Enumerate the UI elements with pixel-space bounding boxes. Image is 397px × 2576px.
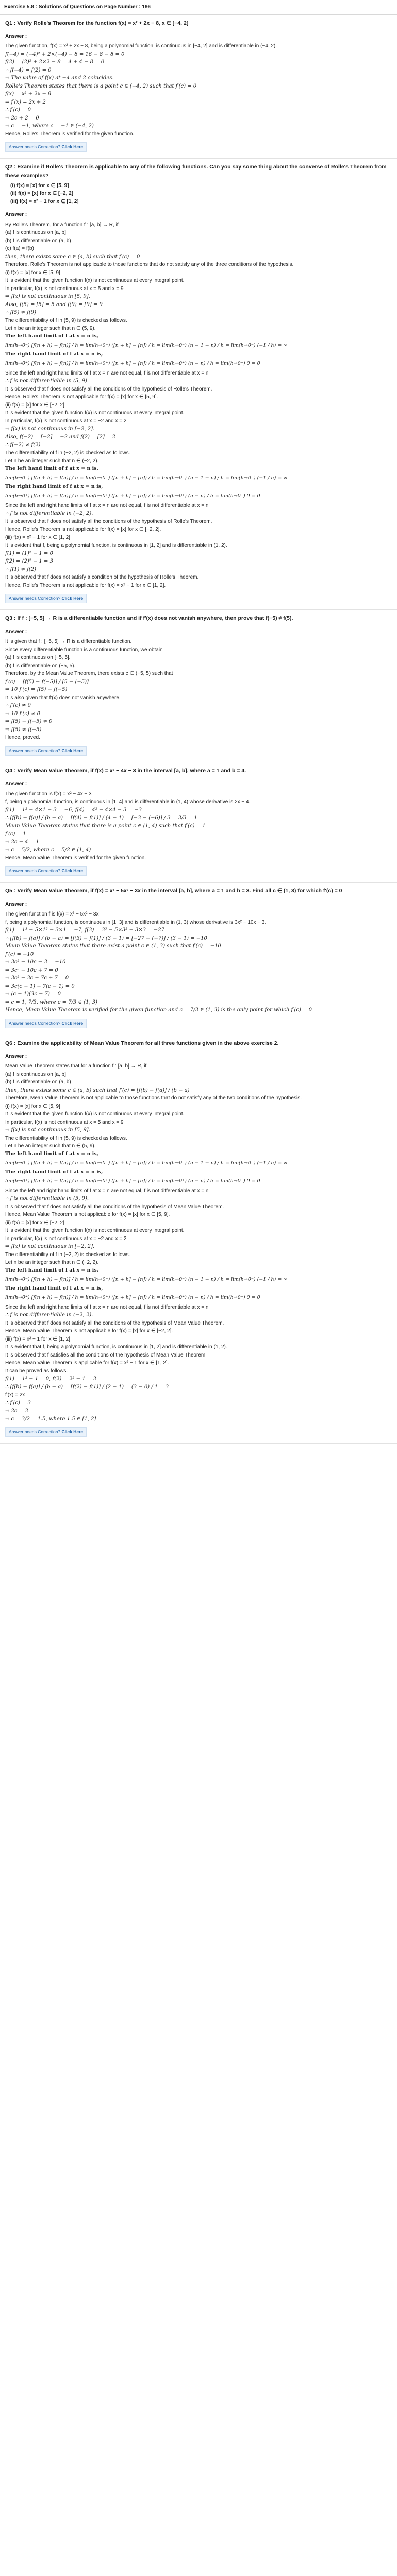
answer-line: (i) f(x) = [x] for x ∈ [5, 9]	[5, 1103, 60, 1109]
answer-line: lim(h→0⁻) [f(n + h) − f(n)] / h = lim(h→0⁻) ([n + h] − [n]) / h = lim(h→0⁻) (n − 1 − n) / h = lim(h→0⁻) (−1 / h) = ∞	[5, 342, 288, 348]
question-block	[0, 762, 397, 883]
answer-line: In particular, f(x) is not continuous at x = 5 and x = 9	[5, 1119, 124, 1125]
answer-line: Hence, Mean Value Theorem is not applicable for f(x) = [x] for x ∈ [5, 9].	[5, 1212, 170, 1218]
answer-line: ∴ f is not differentiable in (5, 9).	[5, 378, 89, 384]
answer-line: ⇒ The value of f(x) at −4 and 2 coincides.	[5, 75, 114, 81]
question-block	[0, 1035, 397, 1444]
answer-line: Therefore, by the Mean Value Theorem, there exists c ∈ (−5, 5) such that	[5, 671, 173, 677]
answer-line: It is evident that the given function f(x) is not continuous at every integral point.	[5, 1111, 185, 1117]
answer-line: (ii) f(x) = [x] for x ∈ [−2, 2]	[5, 402, 64, 408]
answer-line: ∴ f(−2) ≠ f(2)	[5, 442, 41, 448]
answer-line: The given function is f(x) = x² − 4x − 3	[5, 791, 92, 797]
answer-line: The right hand limit of f at x = n is,	[5, 1169, 103, 1175]
answer-line: Hence, Rolle's Theorem is not applicable for f(x) = [x] for x ∈ [5, 9].	[5, 394, 158, 400]
answer-line: ⇒ 10 f′(c) = f(5) − f(−5)	[5, 687, 68, 693]
answer-line: The differentiability of f in (−2, 2) is checked as follows.	[5, 450, 130, 456]
correction-prefix: Answer needs Correction?	[9, 596, 62, 601]
answer-line: Hence, proved.	[5, 735, 40, 741]
answer-line: It is observed that f does not satisfy all the conditions of the hypothesis of Mean Value Theorem.	[5, 1204, 224, 1210]
answer-line: Mean Value Theorem states that there exist a point c ∈ (1, 3) such that f′(c) = −10	[5, 943, 221, 950]
answer-line: f′(c) = [f(5) − f(−5)] / [5 − (−5)]	[5, 679, 89, 685]
answer-line: ⇒ 3c² − 10c − 3 = −10	[5, 959, 66, 965]
answer-line: (a) f is continuous on [a, b]	[5, 1071, 66, 1077]
answer-label: Answer :	[5, 33, 27, 39]
question-title: Q6 : Examine the applicability of Mean Value Theorem for all three functions given in the above exercise 2.	[5, 1040, 279, 1046]
answer-line: ⇒ f(5) − f(−5) ≠ 0	[5, 719, 53, 725]
answer-line: ⇒ 2c = 3	[5, 1408, 28, 1414]
answer-line: It is observed that f does not satisfy all the conditions of the hypothesis of Rolle's Theorem.	[5, 518, 212, 524]
answer-line: ⇒ 10 f′(c) ≠ 0	[5, 710, 40, 717]
correction-prefix: Answer needs Correction?	[9, 1020, 62, 1026]
answer-line: Since every differentiable function is a continuous function, we obtain	[5, 647, 163, 653]
answer-line: The right hand limit of f at x = n is,	[5, 484, 103, 490]
answer-line: lim(h→0⁻) [f(n + h) − f(n)] / h = lim(h→0⁻) ([n + h] − [n]) / h = lim(h→0⁻) (n − 1 − n) / h = lim(h→0⁻) (−1 / h) = ∞	[5, 1276, 288, 1282]
answer-line: Rolle's Theorem states that there is a point c ∈ (−4, 2) such that f′(c) = 0	[5, 83, 197, 89]
answer-line: f(2) = (2)² + 2×2 − 8 = 4 + 4 − 8 = 0	[5, 59, 105, 65]
answer-line: ⇒ 3c(c − 1) − 7(c − 1) = 0	[5, 983, 75, 989]
answer-line: The differentiability of f in (−2, 2) is checked as follows.	[5, 1251, 130, 1258]
answer-line: It can be proved as follows.	[5, 1368, 68, 1374]
answer-line: Since the left and right hand limits of f at x = n are not equal, f is not differentiable at x = n	[5, 1188, 209, 1194]
answer-line: The given function, f(x) = x² + 2x − 8, being a polynomial function, is continuous in [−4, 2] and is differentiable in (−4, 2).	[5, 43, 277, 49]
answer-line: Since the left and right hand limits of f at x = n are not equal, f is not differentiable at x = n	[5, 1304, 209, 1310]
answer-line: Let n be an integer such that n ∈ (5, 9).	[5, 1143, 96, 1149]
answer-line: (iii) f(x) = x² − 1 for x ∈ [1, 2]	[5, 534, 70, 540]
answer-line: Let n be an integer such that n ∈ (5, 9).	[5, 326, 96, 332]
answer-line: ⇒ c = 5/2, where c = 5/2 ∈ (1, 4)	[5, 847, 91, 853]
answer-line: ⇒ c = −1, where c = −1 ∈ (−4, 2)	[5, 123, 94, 129]
answer-line: lim(h→0⁺) [f(n + h) − f(n)] / h = lim(h→0⁺) ([n + h] − [n]) / h = lim(h→0⁺) (n − n) / h = lim(h→0⁺) 0 = 0	[5, 1295, 260, 1300]
answer-line: lim(h→0⁺) [f(n + h) − f(n)] / h = lim(h→0⁺) ([n + h] − [n]) / h = lim(h→0⁺) (n − n) / h = lim(h→0⁺) 0 = 0	[5, 361, 260, 367]
correction-prefix: Answer needs Correction?	[9, 748, 62, 753]
answer-line: f, being a polynomial function, is continuous in [1, 4] and is differentiable in (1, 4) whose derivative is 2x − 4.	[5, 799, 251, 805]
question-sub-item: (iii) f(x) = x² − 1 for x ∈ [1, 2]	[10, 198, 79, 205]
answer-line: Therefore, Rolle's Theorem is not applicable to those functions that do not satisfy any of the three conditions of the hypothesis.	[5, 262, 294, 268]
correction-prefix: Answer needs Correction?	[9, 144, 62, 150]
answer-line: Hence, Rolle's Theorem is not applicable for f(x) = [x] for x ∈ [−2, 2].	[5, 527, 161, 533]
answer-line: lim(h→0⁺) [f(n + h) − f(n)] / h = lim(h→0⁺) ([n + h] − [n]) / h = lim(h→0⁺) (n − n) / h = lim(h→0⁺) 0 = 0	[5, 493, 260, 499]
answer-line: ⇒ 3c² − 10c + 7 = 0	[5, 967, 58, 973]
answer-line: Therefore, Mean Value Theorem is not applicable to those functions that do not satisfy any of the two conditions of the hypothesis.	[5, 1095, 302, 1101]
questions-container	[0, 15, 397, 1444]
question-sub-item: (i) f(x) = [x] for x ∈ [5, 9]	[10, 182, 69, 189]
answer-line: The left hand limit of f at x = n is,	[5, 333, 98, 339]
correction-prefix: Answer needs Correction?	[9, 1429, 62, 1435]
answer-line: f′(c) = −10	[5, 951, 34, 957]
answer-line: ∴ f(1) ≠ f(2)	[5, 566, 37, 572]
answer-line: (c) f(a) = f(b)	[5, 246, 34, 252]
answer-line: f′(x) = 2x	[5, 1392, 25, 1398]
answer-line: In particular, f(x) is not continuous at x = 5 and x = 9	[5, 285, 124, 292]
answer-line: ⇒ f′(x) = 2x + 2	[5, 99, 46, 105]
answer-line: ∴ [f(b) − f(a)] / (b − a) = [f(3) − f(1)] / (3 − 1) = [−27 − (−7)] / (3 − 1) = −10	[5, 935, 207, 941]
question-block	[0, 610, 397, 762]
question-title: Q3 : If f : [−5, 5] → R is a differentiable function and if f′(x) does not vanish anywhere, then prove that f(−5) ≠ f(5).	[5, 615, 293, 622]
answer-line: Hence, Rolle's Theorem is verified for the given function.	[5, 131, 135, 137]
answer-line: Let n be an integer such that n ∈ (−2, 2).	[5, 458, 99, 464]
answer-line: Hence, Mean Value Theorem is applicable for f(x) = x² − 1 for x ∈ [1, 2].	[5, 1360, 169, 1366]
answer-line: Hence, Mean Value Theorem is verified for the given function.	[5, 855, 146, 861]
correction-notice	[5, 866, 87, 876]
answer-line: (b) f is differentiable on (a, b)	[5, 1079, 71, 1086]
correction-notice	[5, 142, 87, 152]
answer-line: The right hand limit of f at x = n is,	[5, 351, 103, 358]
answer-line: f(1) = 1³ − 5×1² − 3×1 = −7, f(3) = 3³ − 5×3² − 3×3 = −27	[5, 927, 164, 934]
answer-line: It is evident that the given function f(x) is not continuous at every integral point.	[5, 1228, 185, 1234]
answer-line: It is observed that f does not satisfy all the conditions of the hypothesis of Mean Value Theorem.	[5, 1320, 224, 1326]
answer-line: ⇒ 3c² − 3c − 7c + 7 = 0	[5, 975, 69, 981]
answer-line: ∴ f′(c) = 3	[5, 1400, 31, 1406]
answer-line: ∴ f′(c) ≠ 0	[5, 703, 31, 709]
answer-line: ⇒ 2c + 2 = 0	[5, 115, 39, 121]
answer-line: Hence, Rolle's Theorem is not applicable for f(x) = x² − 1 for x ∈ [1, 2].	[5, 582, 166, 588]
answer-line: The differentiability of f in (5, 9) is checked as follows.	[5, 1135, 127, 1141]
answer-line: f(−4) = (−4)² + 2×(−4) − 8 = 16 − 8 − 8 = 0	[5, 51, 125, 57]
answer-line: f(1) = (1)² − 1 = 0	[5, 550, 53, 556]
answer-line: ∴ [f(b) − f(a)] / (b − a) = [f(2) − f(1)] / (2 − 1) = (3 − 0) / 1 = 3	[5, 1384, 169, 1390]
answer-line: Hence, Mean Value Theorem is not applicable for f(x) = [x] for x ∈ [−2, 2].	[5, 1328, 173, 1334]
answer-line: ⇒ (c − 1)(3c − 7) = 0	[5, 991, 61, 997]
click-here-link[interactable]: Click Here	[61, 1429, 84, 1435]
answer-line: Mean Value Theorem states that for a function f : [a, b] → R, if	[5, 1063, 147, 1070]
answer-label: Answer :	[5, 629, 27, 635]
answer-line: ∴ f(5) ≠ f(9)	[5, 310, 37, 316]
answer-line: Since the left and right hand limits of f at x = n are not equal, f is not differentiable at x = n	[5, 370, 209, 376]
answer-line: By Rolle's Theorem, for a function f : [a, b] → R, if	[5, 222, 119, 228]
click-here-link[interactable]: Click Here	[61, 748, 84, 753]
answer-line: Hence, Mean Value Theorem is verified for the given function and c = 7/3 ∈ (1, 3) is the only point for which f′(c) = 0	[5, 1007, 312, 1013]
answer-line: The given function f is f(x) = x³ − 5x² − 3x	[5, 911, 99, 918]
answer-line: Mean Value Theorem states that there is a point c ∈ (1, 4) such that f′(c) = 1	[5, 823, 206, 829]
page-title: Exercise 5.8 : Solutions of Questions on Page Number : 186	[4, 4, 151, 10]
answer-label: Answer :	[5, 1053, 27, 1059]
answer-line: lim(h→0⁻) [f(n + h) − f(n)] / h = lim(h→0⁻) ([n + h] − [n]) / h = lim(h→0⁻) (n − 1 − n) / h = lim(h→0⁻) (−1 / h) = ∞	[5, 1160, 288, 1166]
answer-line: (a) f is continuous on [a, b]	[5, 230, 66, 236]
click-here-link[interactable]: Click Here	[61, 868, 84, 874]
answer-line: ⇒ 2c − 4 = 1	[5, 839, 39, 845]
answer-label: Answer :	[5, 781, 27, 787]
answer-line: Also, f(−2) = [−2] = −2 and f(2) = [2] = 2	[5, 434, 115, 440]
answer-line: ⇒ c = 1, 7/3, where c = 7/3 ∈ (1, 3)	[5, 999, 97, 1005]
answer-line: It is observed that f satisfies all the conditions of the hypothesis of Mean Value Theorem.	[5, 1352, 207, 1358]
answer-label: Answer :	[5, 212, 27, 218]
question-title: Q1 : Verify Rolle's Theorem for the function f(x) = x² + 2x − 8, x ∈ [−4, 2]	[5, 20, 189, 26]
answer-line: f(2) = (2)² − 1 = 3	[5, 558, 53, 565]
answer-line: ∴ [f(b) − f(a)] / (b − a) = [f(4) − f(1)] / (4 − 1) = [−3 − (−6)] / 3 = 3/3 = 1	[5, 815, 197, 821]
answer-line: It is given that f : [−5, 5] → R is a differentiable function.	[5, 639, 132, 645]
answer-line: It is evident that f, being a polynomial function, is continuous in [1, 2] and is differentiable in (1, 2).	[5, 1344, 227, 1350]
answer-line: f(x) = x² + 2x − 8	[5, 91, 52, 97]
answer-line: It is observed that f does not satisfy all the conditions of the hypothesis of Rolle's Theorem.	[5, 386, 212, 392]
answer-line: (b) f is differentiable on (−5, 5).	[5, 663, 76, 669]
answer-line: The left hand limit of f at x = n is,	[5, 465, 98, 471]
answer-line: It is observed that f does not satisfy a condition of the hypothesis of Rolle's Theorem.	[5, 574, 199, 581]
answer-line: then, there exists some c ∈ (a, b) such that f′(c) = [f(b) − f(a)] / (b − a)	[5, 1087, 190, 1093]
question-block	[0, 159, 397, 610]
answer-label: Answer :	[5, 901, 27, 907]
click-here-link[interactable]: Click Here	[61, 596, 84, 601]
answer-line: (i) f(x) = [x] for x ∈ [5, 9]	[5, 269, 60, 276]
answer-line: ⇒ f(x) is not continuous in [5, 9].	[5, 1127, 90, 1133]
correction-notice	[5, 746, 87, 756]
question-title: Q5 : Verify Mean Value Theorem, if f(x) = x³ − 5x² − 3x in the interval [a, b], where a = 1 and b = 3. Find all c ∈ (1, 3) for which f′(c) = 0	[5, 888, 342, 894]
question-title: Q2 : Examine if Rolle's Theorem is applicable to any of the following functions. Can you say some thing about the converse of Rolle's Theorem from these examples?	[5, 164, 387, 179]
click-here-link[interactable]: Click Here	[61, 1020, 84, 1026]
answer-line: f(1) = 1² − 1 = 0, f(2) = 2² − 1 = 3	[5, 1376, 96, 1382]
answer-line: ⇒ f(5) ≠ f(−5)	[5, 726, 42, 733]
answer-line: lim(h→0⁻) [f(n + h) − f(n)] / h = lim(h→0⁻) ([n + h] − [n]) / h = lim(h→0⁻) (n − 1 − n) / h = lim(h→0⁻) (−1 / h) = ∞	[5, 474, 288, 481]
question-block	[0, 883, 397, 1035]
answer-line: The left hand limit of f at x = n is,	[5, 1267, 98, 1273]
answer-line: Also, f(5) = [5] = 5 and f(9) = [9] = 9	[5, 301, 103, 308]
answer-line: then, there exists some c ∈ (a, b) such that f′(c) = 0	[5, 253, 140, 260]
answer-line: In particular, f(x) is not continuous at x = −2 and x = 2	[5, 418, 127, 424]
answer-line: Since the left and right hand limits of f at x = n are not equal, f is not differentiable at x = n	[5, 502, 209, 509]
correction-notice	[5, 594, 87, 603]
answer-line: It is also given that f′(x) does not vanish anywhere.	[5, 694, 121, 701]
answer-line: ∴ f(−4) = f(2) = 0	[5, 67, 52, 73]
question-block	[0, 15, 397, 159]
answer-line: f, being a polynomial function, is continuous in [1, 3] and is differentiable in (1, 3) whose derivative is 3x² − 10x − 3.	[5, 919, 267, 925]
answer-line: lim(h→0⁺) [f(n + h) − f(n)] / h = lim(h→0⁺) ([n + h] − [n]) / h = lim(h→0⁺) (n − n) / h = lim(h→0⁺) 0 = 0	[5, 1178, 260, 1184]
question-title: Q4 : Verify Mean Value Theorem, if f(x) = x² − 4x − 3 in the interval [a, b], where a = 1 and b = 4.	[5, 767, 246, 774]
answer-line: Let n be an integer such that n ∈ (−2, 2).	[5, 1260, 99, 1266]
click-here-link[interactable]: Click Here	[61, 144, 84, 150]
answer-line: ⇒ c = 3/2 = 1.5, where 1.5 ∈ [1, 2]	[5, 1416, 96, 1422]
answer-line: The right hand limit of f at x = n is,	[5, 1285, 103, 1292]
answer-line: ⇒ f(x) is not continuous in [5, 9].	[5, 294, 90, 300]
answer-line: f′(c) = 1	[5, 831, 26, 837]
answer-line: ∴ f′(c) = 0	[5, 107, 31, 113]
answer-line: (a) f is continuous on [−5, 5].	[5, 655, 71, 661]
page-header	[0, 0, 397, 15]
answer-line: f(1) = 1² − 4×1 − 3 = −6, f(4) = 4² − 4×4 − 3 = −3	[5, 807, 142, 813]
question-sub-items	[10, 182, 392, 206]
answer-line: (iii) f(x) = x² − 1 for x ∈ [1, 2]	[5, 1336, 70, 1342]
correction-notice	[5, 1427, 87, 1437]
question-sub-item: (ii) f(x) = [x] for x ∈ [−2, 2]	[10, 191, 74, 197]
answer-line: ∴ f is not differentiable in (−2, 2).	[5, 1312, 93, 1318]
answer-line: The left hand limit of f at x = n is,	[5, 1150, 98, 1157]
answer-line: The differentiability of f in (5, 9) is checked as follows.	[5, 317, 127, 324]
answer-line: It is evident that the given function f(x) is not continuous at every integral point.	[5, 410, 185, 416]
answer-line: It is evident that f, being a polynomial function, is continuous in [1, 2] and is differentiable in (1, 2).	[5, 543, 227, 549]
correction-prefix: Answer needs Correction?	[9, 868, 62, 874]
correction-notice	[5, 1019, 87, 1028]
answer-line: (b) f is differentiable on (a, b)	[5, 238, 71, 244]
answer-line: In particular, f(x) is not continuous at x = −2 and x = 2	[5, 1235, 127, 1242]
answer-line: ⇒ f(x) is not continuous in [−2, 2].	[5, 1244, 95, 1250]
answer-line: ∴ f is not differentiable in (−2, 2).	[5, 511, 93, 517]
answer-line: ∴ f is not differentiable in (5, 9).	[5, 1196, 89, 1202]
answer-line: ⇒ f(x) is not continuous in [−2, 2].	[5, 426, 95, 432]
answer-line: It is evident that the given function f(x) is not continuous at every integral point.	[5, 278, 185, 284]
answer-line: (ii) f(x) = [x] for x ∈ [−2, 2]	[5, 1219, 64, 1226]
